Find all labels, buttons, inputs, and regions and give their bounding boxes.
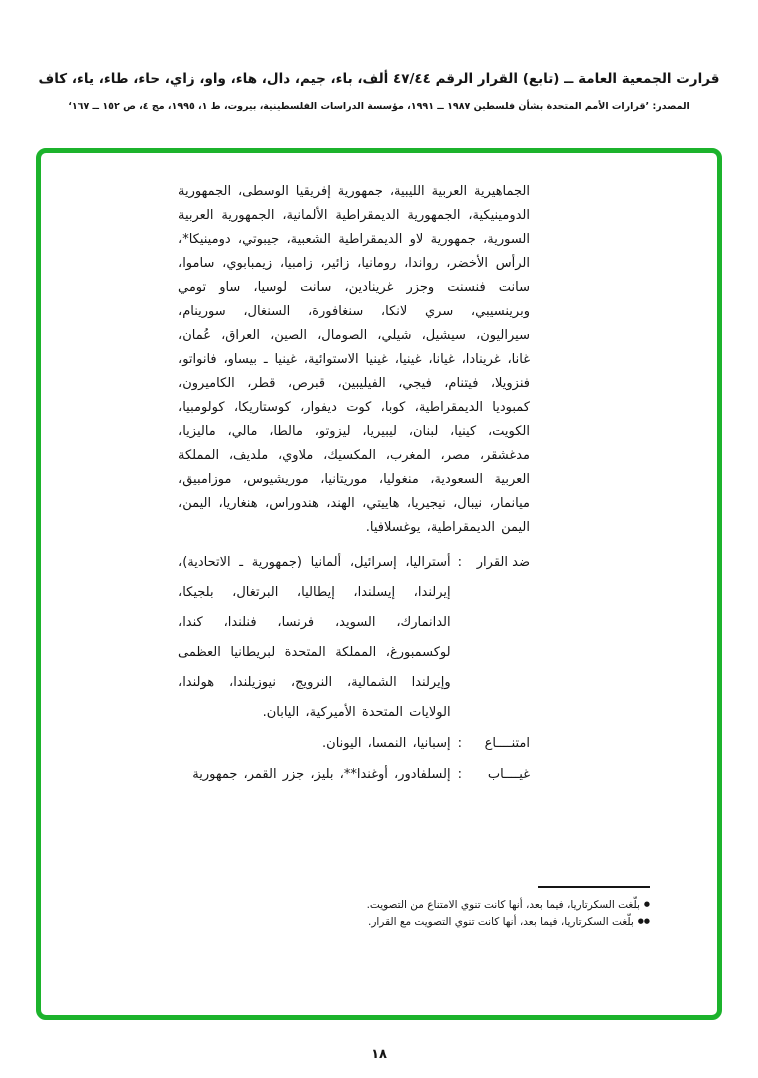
section-abstain-countries: إسبانيا، النمسا، اليونان. xyxy=(322,736,451,751)
footnote-2-marker: ●● xyxy=(637,917,650,925)
section-absent xyxy=(178,760,530,790)
source-citation: المصدر: ’قرارات الأمم المتحدة بشأن فلسطين ١٩٨٧ ــ ١٩٩١، مؤسسة الدراسات الفلسطينية، بيروت، ط ١، ١٩٩٥، مج ٤، ص ١٥٢ ــ ١٦٧‘ xyxy=(68,101,690,112)
section-against-label: ضد القرار xyxy=(476,555,530,570)
footnote-separator-rule xyxy=(538,886,650,888)
page-header-title: قرارت الجمعية العامة ــ (تابع) القرار الرقم ٤٧/٤٤ ألف، باء، جيم، دال، هاء، واو، زاي، حاء، طاء، ياء، كاف xyxy=(38,71,720,87)
section-absent-label: غيــــاب xyxy=(487,767,530,782)
footnote-2 xyxy=(246,913,650,930)
section-abstain-colon: : xyxy=(457,736,462,751)
section-absent-countries: إلسلفادور، أوغندا**، بليز، جزر القمر، جمهورية xyxy=(192,767,451,782)
footnote-1-text: بلّغت السكرتاريا، فيما بعد، أنها كانت تنوي الامتناع من التصويت. xyxy=(366,899,640,911)
section-abstain xyxy=(178,729,530,759)
section-absent-colon: : xyxy=(457,767,462,782)
section-against-colon: : xyxy=(457,555,462,570)
footnote-1 xyxy=(246,896,650,913)
main-text-column xyxy=(178,180,530,790)
footnote-2-text: بلّغت السكرتاريا، فيما بعد، أنها كانت تنوي التصويت مع القرار. xyxy=(367,916,634,928)
footnotes-block xyxy=(246,886,650,930)
vote-sections xyxy=(178,548,530,790)
section-abstain-label: امتنــــاع xyxy=(484,736,530,751)
section-against-countries: أستراليا، إسرائيل، ألمانيا (جمهورية ـ الاتحادية)، إيرلندا، إيسلندا، إيطاليا، البرتغال، بلجيكا، الدانمارك، السويد، فرنسا، فنلندا، كندا، لوكسمبورغ، المملكة المتحدة لبريطانيا العظمى وإيرلندا الشمالية، النرويج، نيوزيلندا، هولندا، الولايات المتحدة الأميركية، اليابان. xyxy=(178,555,451,720)
section-against xyxy=(178,548,530,728)
footnote-1-marker: ● xyxy=(643,900,650,908)
in-favor-country-list: الجماهيرية العربية الليبية، جمهورية إفريقيا الوسطى، الجمهورية الدومينيكية، الجمهورية الديمقراطية الألمانية، الجمهورية العربية السورية، جمهورية لاو الديمقراطية الشعبية، جيبوتي، دومينيكا*، الرأس الأخضر، رواندا، رومانيا، زائير، زامبيا، زيمبابوي، ساموا، سانت فنسنت وجزر غرينادين، سانت لوسيا، ساو تومي وبرينسيبي، سري لانكا، سنغافورة، السنغال، سورينام، سيراليون، سيشيل، شيلي، الصومال، الصين، العراق، عُمان، غانا، غرينادا، غيانا، غينيا، غينيا الاستوائية، غينيا ـ بيساو، فانواتو، فنزويلا، فيتنام، فيجي، الفيليبين، قبرص، قطر، الكاميرون، كمبوديا الديمقراطية، كوبا، كوت ديفوار، كوستاريكا، كولومبيا، الكويت، كينيا، لبنان، ليبيريا، ليزوتو، مالطا، مالي، ماليزيا، مدغشقر، مصر، المغرب، المكسيك، ملاوي، ملديف، المملكة العربية السعودية، منغوليا، موريتانيا، موريشيوس، موزامبيق، ميانمار، نيبال، نيجيريا، هاييتي، الهند، هندوراس، هنغاريا، اليمن، اليمن الديمقراطية، يوغسلافيا. xyxy=(178,184,530,535)
page-number: ١٨ xyxy=(371,1047,387,1062)
